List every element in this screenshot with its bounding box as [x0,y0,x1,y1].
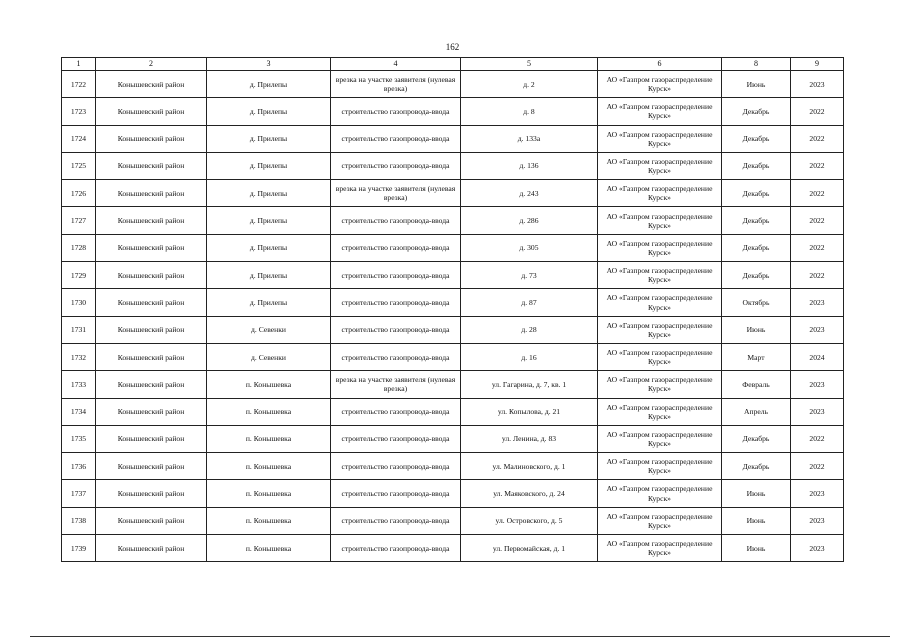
row-number-cell: 1739 [62,535,96,562]
district-cell: Конышевский район [96,234,207,261]
district-cell: Конышевский район [96,425,207,452]
month-cell: Апрель [722,398,791,425]
address-cell: д. 305 [461,234,598,261]
month-cell: Декабрь [722,125,791,152]
bottom-rule [30,636,890,637]
year-cell: 2023 [791,71,844,98]
organization-cell: АО «Газпром газораспределение Курск» [598,371,722,398]
year-cell: 2023 [791,398,844,425]
work-type-cell: строительство газопровода-ввода [331,234,461,261]
year-cell: 2023 [791,289,844,316]
organization-cell: АО «Газпром газораспределение Курск» [598,289,722,316]
work-type-cell: врезка на участке заявителя (нулевая врезка) [331,180,461,207]
row-number-cell: 1724 [62,125,96,152]
address-cell: д. 286 [461,207,598,234]
year-cell: 2023 [791,316,844,343]
month-cell: Февраль [722,371,791,398]
row-number-cell: 1736 [62,453,96,480]
settlement-cell: д. Прилепы [207,289,331,316]
column-header: 4 [331,58,461,71]
work-type-cell: врезка на участке заявителя (нулевая врезка) [331,371,461,398]
settlement-cell: п. Конышевка [207,371,331,398]
table-row [62,316,844,343]
address-cell: ул. Островского, д. 5 [461,507,598,534]
settlement-cell: п. Конышевка [207,425,331,452]
organization-cell: АО «Газпром газораспределение Курск» [598,343,722,370]
work-type-cell: строительство газопровода-ввода [331,98,461,125]
table-row [62,535,844,562]
table-row [62,98,844,125]
row-number-cell: 1722 [62,71,96,98]
row-number-cell: 1737 [62,480,96,507]
district-cell: Конышевский район [96,453,207,480]
work-type-cell: строительство газопровода-ввода [331,207,461,234]
table-row [62,507,844,534]
organization-cell: АО «Газпром газораспределение Курск» [598,125,722,152]
address-cell: д. 73 [461,262,598,289]
row-number-cell: 1735 [62,425,96,452]
table-row [62,480,844,507]
work-type-cell: строительство газопровода-ввода [331,507,461,534]
row-number-cell: 1733 [62,371,96,398]
row-number-cell: 1732 [62,343,96,370]
organization-cell: АО «Газпром газораспределение Курск» [598,480,722,507]
column-header: 6 [598,58,722,71]
table-row [62,398,844,425]
month-cell: Июнь [722,535,791,562]
address-cell: д. 243 [461,180,598,207]
work-type-cell: врезка на участке заявителя (нулевая врезка) [331,71,461,98]
year-cell: 2022 [791,98,844,125]
settlement-cell: д. Прилепы [207,180,331,207]
year-cell: 2022 [791,125,844,152]
year-cell: 2023 [791,507,844,534]
work-type-cell: строительство газопровода-ввода [331,316,461,343]
organization-cell: АО «Газпром газораспределение Курск» [598,316,722,343]
month-cell: Декабрь [722,453,791,480]
address-cell: д. 87 [461,289,598,316]
address-cell: д. 136 [461,152,598,179]
header-row [62,58,844,71]
district-cell: Конышевский район [96,207,207,234]
table-row [62,425,844,452]
district-cell: Конышевский район [96,480,207,507]
work-type-cell: строительство газопровода-ввода [331,425,461,452]
column-header: 2 [96,58,207,71]
year-cell: 2023 [791,371,844,398]
month-cell: Июнь [722,316,791,343]
settlement-cell: п. Конышевка [207,507,331,534]
month-cell: Декабрь [722,234,791,261]
table-row [62,180,844,207]
organization-cell: АО «Газпром газораспределение Курск» [598,234,722,261]
settlement-cell: д. Прилепы [207,98,331,125]
year-cell: 2023 [791,535,844,562]
year-cell: 2022 [791,207,844,234]
table-row [62,125,844,152]
organization-cell: АО «Газпром газораспределение Курск» [598,535,722,562]
table-row [62,289,844,316]
register-table [61,57,844,562]
month-cell: Декабрь [722,207,791,234]
settlement-cell: п. Конышевка [207,398,331,425]
organization-cell: АО «Газпром газораспределение Курск» [598,71,722,98]
organization-cell: АО «Газпром газораспределение Курск» [598,507,722,534]
district-cell: Конышевский район [96,343,207,370]
year-cell: 2022 [791,262,844,289]
work-type-cell: строительство газопровода-ввода [331,343,461,370]
year-cell: 2022 [791,234,844,261]
table-row [62,343,844,370]
row-number-cell: 1731 [62,316,96,343]
page-number: 162 [445,42,460,52]
month-cell: Декабрь [722,180,791,207]
row-number-cell: 1727 [62,207,96,234]
row-number-cell: 1728 [62,234,96,261]
row-number-cell: 1734 [62,398,96,425]
settlement-cell: п. Конышевка [207,480,331,507]
month-cell: Июнь [722,507,791,534]
organization-cell: АО «Газпром газораспределение Курск» [598,98,722,125]
column-header: 8 [722,58,791,71]
address-cell: ул. Малиновского, д. 1 [461,453,598,480]
month-cell: Декабрь [722,262,791,289]
district-cell: Конышевский район [96,71,207,98]
table-body [62,71,844,562]
month-cell: Декабрь [722,98,791,125]
month-cell: Октябрь [722,289,791,316]
organization-cell: АО «Газпром газораспределение Курск» [598,207,722,234]
table-row [62,71,844,98]
column-header: 5 [461,58,598,71]
work-type-cell: строительство газопровода-ввода [331,262,461,289]
district-cell: Конышевский район [96,98,207,125]
organization-cell: АО «Газпром газораспределение Курск» [598,425,722,452]
settlement-cell: д. Прилепы [207,262,331,289]
year-cell: 2022 [791,180,844,207]
settlement-cell: д. Севенки [207,343,331,370]
settlement-cell: д. Прилепы [207,207,331,234]
table-row [62,152,844,179]
settlement-cell: д. Прилепы [207,234,331,261]
year-cell: 2022 [791,152,844,179]
district-cell: Конышевский район [96,125,207,152]
settlement-cell: д. Прилепы [207,71,331,98]
settlement-cell: д. Прилепы [207,152,331,179]
settlement-cell: д. Севенки [207,316,331,343]
address-cell: д. 28 [461,316,598,343]
year-cell: 2022 [791,425,844,452]
settlement-cell: п. Конышевка [207,453,331,480]
table-row [62,453,844,480]
district-cell: Конышевский район [96,507,207,534]
district-cell: Конышевский район [96,180,207,207]
district-cell: Конышевский район [96,371,207,398]
year-cell: 2022 [791,453,844,480]
address-cell: ул. Копылова, д. 21 [461,398,598,425]
address-cell: д. 2 [461,71,598,98]
month-cell: Март [722,343,791,370]
work-type-cell: строительство газопровода-ввода [331,289,461,316]
district-cell: Конышевский район [96,152,207,179]
column-header: 1 [62,58,96,71]
row-number-cell: 1725 [62,152,96,179]
work-type-cell: строительство газопровода-ввода [331,152,461,179]
row-number-cell: 1723 [62,98,96,125]
row-number-cell: 1738 [62,507,96,534]
row-number-cell: 1726 [62,180,96,207]
organization-cell: АО «Газпром газораспределение Курск» [598,398,722,425]
address-cell: ул. Первомайская, д. 1 [461,535,598,562]
work-type-cell: строительство газопровода-ввода [331,535,461,562]
district-cell: Конышевский район [96,289,207,316]
row-number-cell: 1729 [62,262,96,289]
address-cell: д. 8 [461,98,598,125]
work-type-cell: строительство газопровода-ввода [331,398,461,425]
address-cell: ул. Маяковского, д. 24 [461,480,598,507]
work-type-cell: строительство газопровода-ввода [331,480,461,507]
district-cell: Конышевский район [96,262,207,289]
month-cell: Июнь [722,480,791,507]
table-row [62,371,844,398]
table-row [62,234,844,261]
district-cell: Конышевский район [96,316,207,343]
month-cell: Декабрь [722,152,791,179]
table-row [62,262,844,289]
address-cell: ул. Гагарина, д. 7, кв. 1 [461,371,598,398]
district-cell: Конышевский район [96,535,207,562]
organization-cell: АО «Газпром газораспределение Курск» [598,453,722,480]
address-cell: д. 133а [461,125,598,152]
settlement-cell: д. Прилепы [207,125,331,152]
address-cell: ул. Ленина, д. 83 [461,425,598,452]
work-type-cell: строительство газопровода-ввода [331,453,461,480]
month-cell: Июнь [722,71,791,98]
address-cell: д. 16 [461,343,598,370]
year-cell: 2024 [791,343,844,370]
month-cell: Декабрь [722,425,791,452]
row-number-cell: 1730 [62,289,96,316]
table-row [62,207,844,234]
work-type-cell: строительство газопровода-ввода [331,125,461,152]
organization-cell: АО «Газпром газораспределение Курск» [598,180,722,207]
settlement-cell: п. Конышевка [207,535,331,562]
organization-cell: АО «Газпром газораспределение Курск» [598,152,722,179]
column-header: 9 [791,58,844,71]
district-cell: Конышевский район [96,398,207,425]
year-cell: 2023 [791,480,844,507]
column-header: 3 [207,58,331,71]
organization-cell: АО «Газпром газораспределение Курск» [598,262,722,289]
